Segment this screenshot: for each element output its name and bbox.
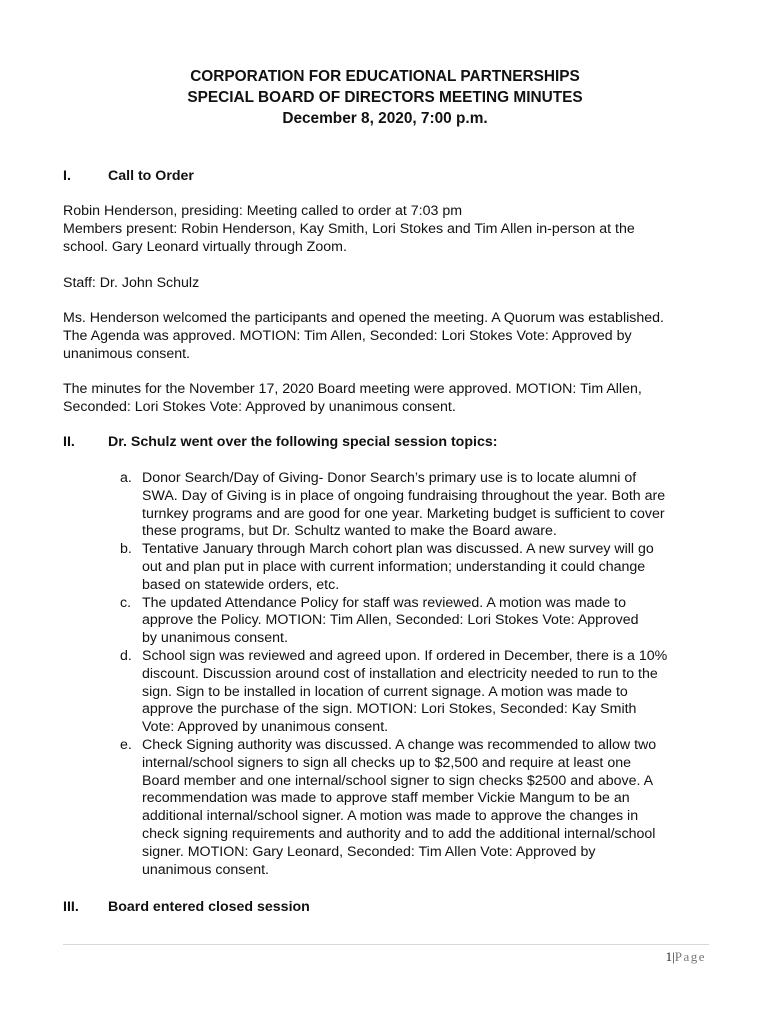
list-line: additional internal/school signer. A motion was made to approve the changes in	[142, 808, 639, 825]
section-title: Board entered closed session	[108, 899, 310, 915]
paragraph-line: Ms. Henderson welcomed the participants and opened the meeting. A Quorum was established.	[63, 310, 664, 326]
list-marker: b.	[120, 541, 132, 558]
list-line: approve the Policy. MOTION: Tim Allen, Seconded: Lori Stokes Vote: Approved	[142, 612, 639, 629]
list-item-check-signing	[120, 737, 720, 879]
title-organization: CORPORATION FOR EDUCATIONAL PARTNERSHIPS	[190, 68, 580, 85]
footer-divider	[63, 944, 709, 945]
title-date: December 8, 2020, 7:00 p.m.	[282, 110, 488, 127]
list-line: based on statewide orders, etc.	[142, 576, 340, 593]
list-line: approve the purchase of the sign. MOTION: Lori Stokes, Seconded: Kay Smith	[142, 701, 637, 718]
list-marker: e.	[120, 736, 132, 753]
list-line: Vote: Approved by unanimous consent.	[142, 719, 389, 736]
paragraph-line: The Agenda was approved. MOTION: Tim Allen, Seconded: Lori Stokes Vote: Approved by	[63, 327, 632, 344]
list-line: Check Signing authority was discussed. A change was recommended to allow two	[142, 736, 657, 753]
section-numeral: II.	[63, 434, 75, 450]
paragraph-line: unanimous consent.	[63, 345, 190, 362]
page-number: 1	[665, 949, 673, 964]
section-title: Call to Order	[108, 168, 194, 184]
list-line: Tentative January through March cohort plan was discussed. A new survey will go	[142, 541, 654, 558]
section-heading-special-topics	[63, 434, 497, 452]
list-line: discount. Discussion around cost of installation and electricity needed to run to the	[142, 665, 658, 682]
section-title: Dr. Schulz went over the following special session topics:	[108, 434, 498, 450]
page-word: Page	[674, 949, 706, 964]
list-marker: d.	[120, 647, 132, 664]
list-line: School sign was reviewed and agreed upon. If ordered in December, there is a 10%	[142, 647, 668, 664]
list-item-donor-search	[120, 470, 720, 541]
paragraph-line: Robin Henderson, presiding: Meeting called to order at 7:03 pm	[63, 203, 463, 219]
list-line: Donor Search/Day of Giving- Donor Search’s primary use is to locate alumni of	[142, 470, 637, 486]
topics-list	[120, 470, 720, 879]
list-line: by unanimous consent.	[142, 630, 288, 647]
list-marker: c.	[120, 594, 132, 611]
list-item-cohort-plan	[120, 541, 720, 594]
section-numeral: III.	[63, 899, 79, 915]
list-line: these programs, but Dr. Schultz wanted to make the Board aware.	[142, 523, 557, 540]
paragraph-line: school. Gary Leonard virtually through Zoom.	[63, 238, 347, 255]
section-heading-closed-session	[63, 899, 310, 917]
paragraph-line: Staff: Dr. John Schulz	[63, 275, 200, 291]
page-separator: |	[672, 949, 675, 964]
paragraph-welcome	[63, 310, 713, 363]
list-line: unanimous consent.	[142, 861, 269, 878]
paragraph-line: The minutes for the November 17, 2020 Board meeting were approved. MOTION: Tim Allen,	[63, 381, 642, 397]
list-item-attendance-policy	[120, 595, 720, 648]
section-numeral: I.	[63, 168, 71, 184]
list-line: out and plan put in place with current information; understanding it could change	[142, 558, 646, 575]
list-line: sign. Sign to be installed in location of current signage. A motion was made to	[142, 683, 628, 700]
section-heading-call-to-order	[63, 168, 194, 186]
list-item-school-sign	[120, 648, 720, 737]
page-number-footer	[666, 948, 706, 966]
paragraph-minutes	[63, 381, 713, 417]
list-line: check signing requirements and authority and to add the additional internal/school	[142, 825, 656, 842]
list-line: turnkey programs and are good for one year. Marketing budget is sufficient to cover	[142, 505, 665, 522]
list-line: Board member and one internal/school signer to sign checks $2500 and above. A	[142, 772, 654, 789]
list-marker: a.	[120, 470, 132, 486]
list-line: The updated Attendance Policy for staff was reviewed. A motion was made to	[142, 594, 626, 611]
list-line: internal/school signers to sign all checks up to $2,500 and require at least one	[142, 754, 631, 771]
paragraph-line: Members present: Robin Henderson, Kay Smith, Lori Stokes and Tim Allen in-person at the	[63, 220, 635, 237]
paragraph-presiding	[63, 203, 713, 256]
document-title	[0, 66, 770, 129]
list-line: recommendation was made to approve staff member Vickie Mangum to be an	[142, 790, 630, 807]
title-meeting: SPECIAL BOARD OF DIRECTORS MEETING MINUTES	[187, 89, 583, 106]
list-line: SWA. Day of Giving is in place of ongoing fundraising throughout the year. Both are	[142, 487, 666, 504]
list-line: signer. MOTION: Gary Leonard, Seconded: Tim Allen Vote: Approved by	[142, 843, 596, 860]
paragraph-line: Seconded: Lori Stokes Vote: Approved by unanimous consent.	[63, 398, 456, 415]
paragraph-staff	[63, 275, 713, 293]
